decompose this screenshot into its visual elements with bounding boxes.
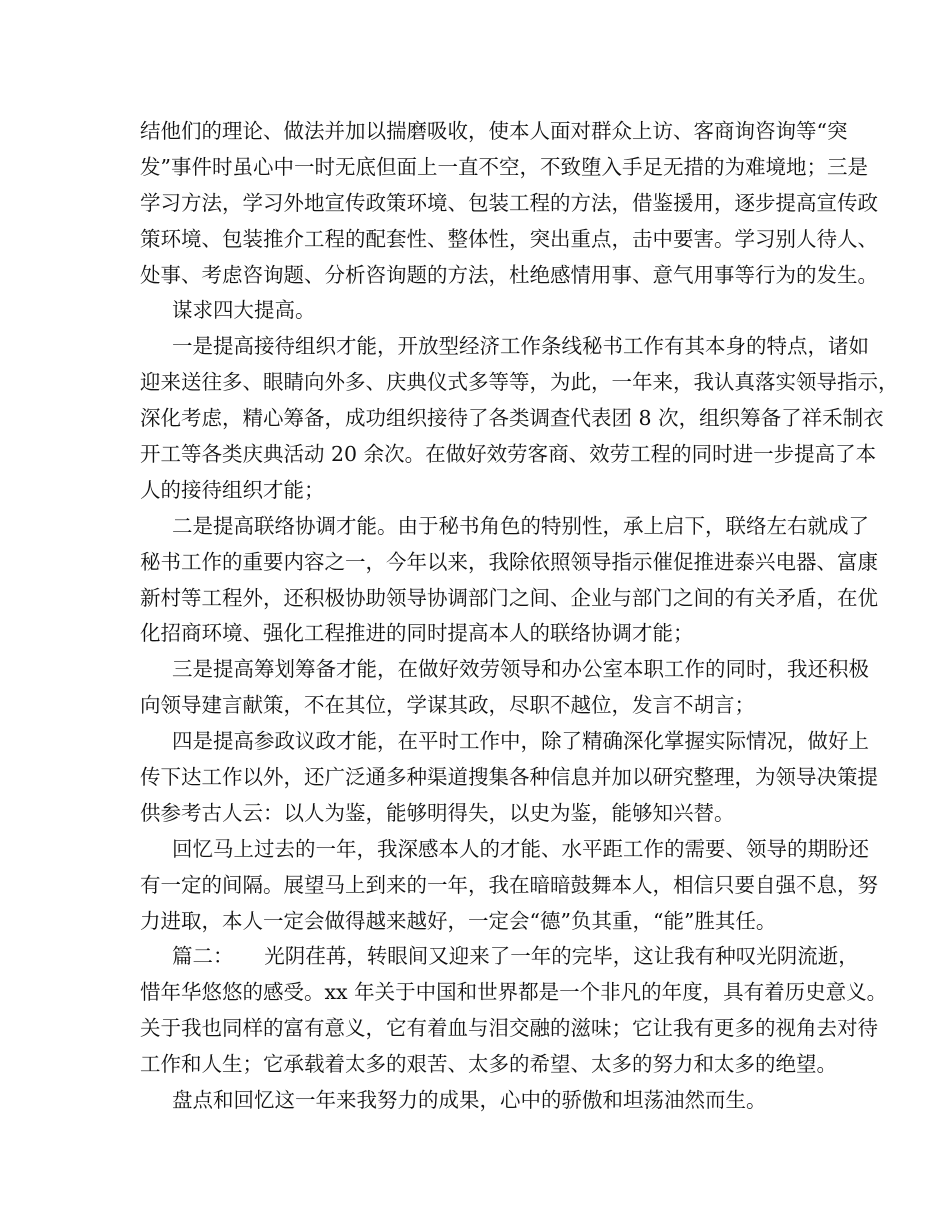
text-line: 回忆马上过去的一年，我深感本人的才能、水平距工作的需要、领导的期盼还: [172, 836, 869, 861]
text-line: 发”事件时虽心中一时无底但面上一直不空，不致堕入手足无措的为难境地；三是: [140, 154, 868, 179]
text-line: 策环境、包装推介工程的配套性、整体性，突出重点，击中要害。学习别人待人、: [140, 226, 878, 251]
text-line: 开工等各类庆典活动 20 余次。在做好效劳客商、效劳工程的同时进一步提高了本: [140, 442, 877, 467]
text-line: 深化考虑，精心筹备，成功组织接待了各类调查代表团 8 次，组织筹备了祥禾制衣: [140, 406, 884, 431]
text-line: 新村等工程外，还积极协助领导协调部门之间、企业与部门之间的有关矛盾，在优: [140, 585, 878, 610]
text-line: 有一定的间隔。展望马上到来的一年，我在暗暗鼓舞本人，相信只要自强不息，努: [140, 872, 878, 897]
text-line: 结他们的理论、做法并加以揣磨吸收，使本人面对群众上访、客商询咨询等“突: [140, 119, 848, 143]
text-line: 秘书工作的重要内容之一，今年以来，我除依照领导指示催促推进泰兴电器、富康: [140, 549, 878, 574]
text-line: 传下达工作以外，还广泛通多种渠道搜集各种信息并加以研究整理，为领导决策提: [140, 765, 878, 790]
text-line: 人的接待组织才能；: [140, 477, 325, 502]
text-line: 化招商环境、强化工程推进的同时提高本人的联络协调才能；: [140, 621, 694, 646]
text-line: 篇二： 光阴荏苒，转眼间又迎来了一年的完毕，这让我有种叹光阴流逝，: [172, 944, 859, 969]
document-body: [140, 114, 899, 1119]
text-line: 谋求四大提高。: [172, 298, 316, 323]
text-line: 二是提高联络协调才能。由于秘书角色的特别性，承上启下，联络左右就成了: [172, 513, 869, 538]
text-line: 向领导建言献策，不在其位，学谋其政，尽职不越位，发言不胡言；: [140, 693, 755, 718]
text-line: 供参考古人云：以人为鉴，能够明得失，以史为鉴，能够知兴替。: [140, 800, 735, 825]
text-line: 力进取，本人一定会做得越来越好，一定会“德”负其重，“能”胜其任。: [140, 908, 777, 933]
text-line: 一是提高接待组织才能，开放型经济工作条线秘书工作有其本身的特点，诸如: [172, 334, 869, 359]
text-line: 处事、考虑咨询题、分析咨询题的方法，杜绝感情用事、意气用事等行为的发生。: [140, 262, 878, 287]
text-line: 学习方法，学习外地宣传政策环境、包装工程的方法，借鉴援用，逐步提高宣传政: [140, 190, 878, 215]
text-line: 迎来送往多、眼睛向外多、庆典仪式多等等，为此，一年来，我认真落实领导指示，: [140, 370, 899, 395]
text-line: 关于我也同样的富有意义，它有着血与泪交融的滋味；它让我有更多的视角去对待: [140, 1016, 878, 1041]
text-line: 盘点和回忆这一年来我努力的成果，心中的骄傲和坦荡油然而生。: [172, 1088, 767, 1113]
text-line: 工作和人生；它承载着太多的艰苦、太多的希望、太多的努力和太多的绝望。: [140, 1052, 837, 1077]
text-line: 三是提高筹划筹备才能，在做好效劳领导和办公室本职工作的同时，我还积极: [172, 657, 869, 682]
text-line: 四是提高参政议政才能，在平时工作中，除了精确深化掌握实际情况，做好上: [172, 729, 869, 754]
text-line: 惜年华悠悠的感受。xx 年关于中国和世界都是一个非凡的年度，具有着历史意义。: [140, 980, 888, 1005]
